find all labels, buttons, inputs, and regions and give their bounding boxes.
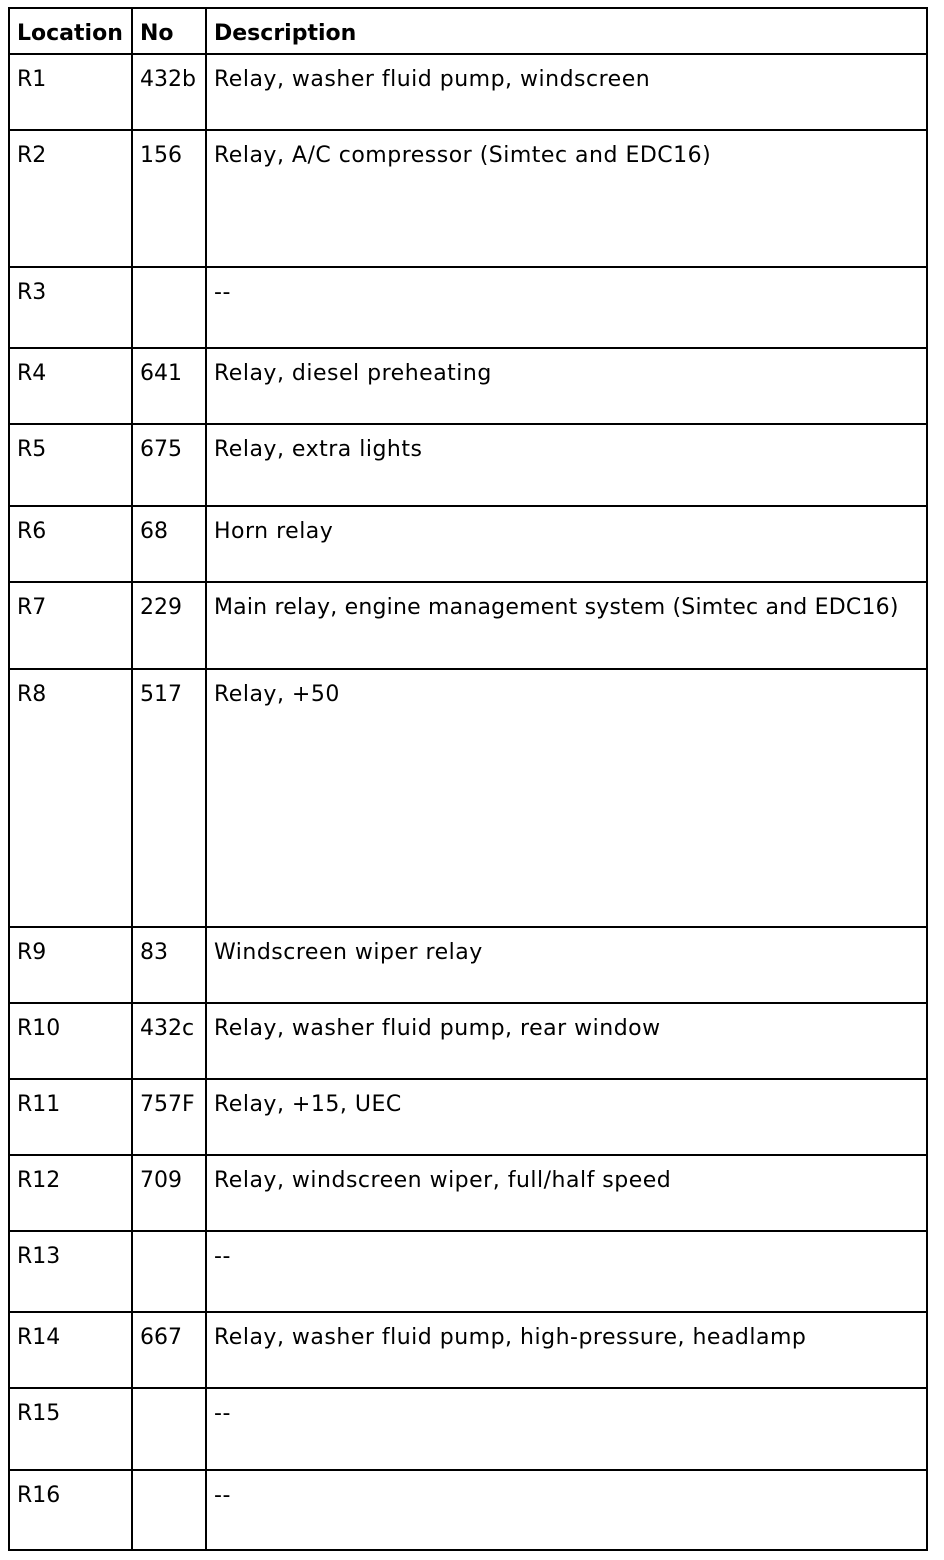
cell-location: R1 (9, 54, 132, 130)
cell-location: R15 (9, 1388, 132, 1470)
cell-description: Relay, +15, UEC (206, 1079, 927, 1155)
cell-no: 517 (132, 669, 206, 927)
cell-no: 156 (132, 130, 206, 267)
table-row (9, 1155, 927, 1231)
cell-description: Relay, +50 (206, 669, 927, 927)
relay-table (8, 7, 928, 1551)
cell-location: R5 (9, 424, 132, 506)
table-row (9, 1312, 927, 1388)
header-description: Description (206, 8, 927, 54)
cell-description: Relay, diesel preheating (206, 348, 927, 424)
table-header (9, 8, 927, 54)
cell-location: R6 (9, 506, 132, 582)
cell-description: Relay, washer fluid pump, windscreen (206, 54, 927, 130)
cell-no: 229 (132, 582, 206, 669)
cell-location: R11 (9, 1079, 132, 1155)
cell-location: R16 (9, 1470, 132, 1550)
table-row (9, 1079, 927, 1155)
cell-no: 675 (132, 424, 206, 506)
cell-location: R3 (9, 267, 132, 348)
cell-description: Relay, washer fluid pump, rear window (206, 1003, 927, 1079)
table-row (9, 130, 927, 267)
cell-no: 432c (132, 1003, 206, 1079)
cell-description: Relay, A/C compressor (Simtec and EDC16) (206, 130, 927, 267)
cell-location: R14 (9, 1312, 132, 1388)
cell-description: Horn relay (206, 506, 927, 582)
table-row (9, 582, 927, 669)
table-row (9, 267, 927, 348)
cell-location: R12 (9, 1155, 132, 1231)
table-row (9, 348, 927, 424)
cell-no (132, 1231, 206, 1312)
cell-no: 83 (132, 927, 206, 1003)
header-row (9, 8, 927, 54)
cell-description: Main relay, engine management system (Simtec and EDC16) (206, 582, 927, 669)
table-body (9, 54, 927, 1550)
cell-description: Relay, washer fluid pump, high-pressure, headlamp (206, 1312, 927, 1388)
cell-location: R9 (9, 927, 132, 1003)
table-row (9, 1470, 927, 1550)
cell-location: R10 (9, 1003, 132, 1079)
cell-description: -- (206, 1470, 927, 1550)
cell-location: R7 (9, 582, 132, 669)
cell-no (132, 1470, 206, 1550)
cell-no: 709 (132, 1155, 206, 1231)
table-row (9, 1388, 927, 1470)
cell-no (132, 1388, 206, 1470)
header-no: No (132, 8, 206, 54)
cell-description: -- (206, 1388, 927, 1470)
cell-description: -- (206, 1231, 927, 1312)
table-row (9, 1231, 927, 1312)
cell-location: R2 (9, 130, 132, 267)
cell-no: 432b (132, 54, 206, 130)
cell-description: Relay, windscreen wiper, full/half speed (206, 1155, 927, 1231)
cell-location: R13 (9, 1231, 132, 1312)
cell-no (132, 267, 206, 348)
table-row (9, 506, 927, 582)
cell-no: 757F (132, 1079, 206, 1155)
cell-location: R8 (9, 669, 132, 927)
cell-description: -- (206, 267, 927, 348)
table-row (9, 1003, 927, 1079)
cell-location: R4 (9, 348, 132, 424)
cell-description: Windscreen wiper relay (206, 927, 927, 1003)
table-row (9, 424, 927, 506)
header-location: Location (9, 8, 132, 54)
table-row (9, 927, 927, 1003)
cell-no: 667 (132, 1312, 206, 1388)
cell-description: Relay, extra lights (206, 424, 927, 506)
table-row (9, 669, 927, 927)
table-row (9, 54, 927, 130)
cell-no: 641 (132, 348, 206, 424)
cell-no: 68 (132, 506, 206, 582)
